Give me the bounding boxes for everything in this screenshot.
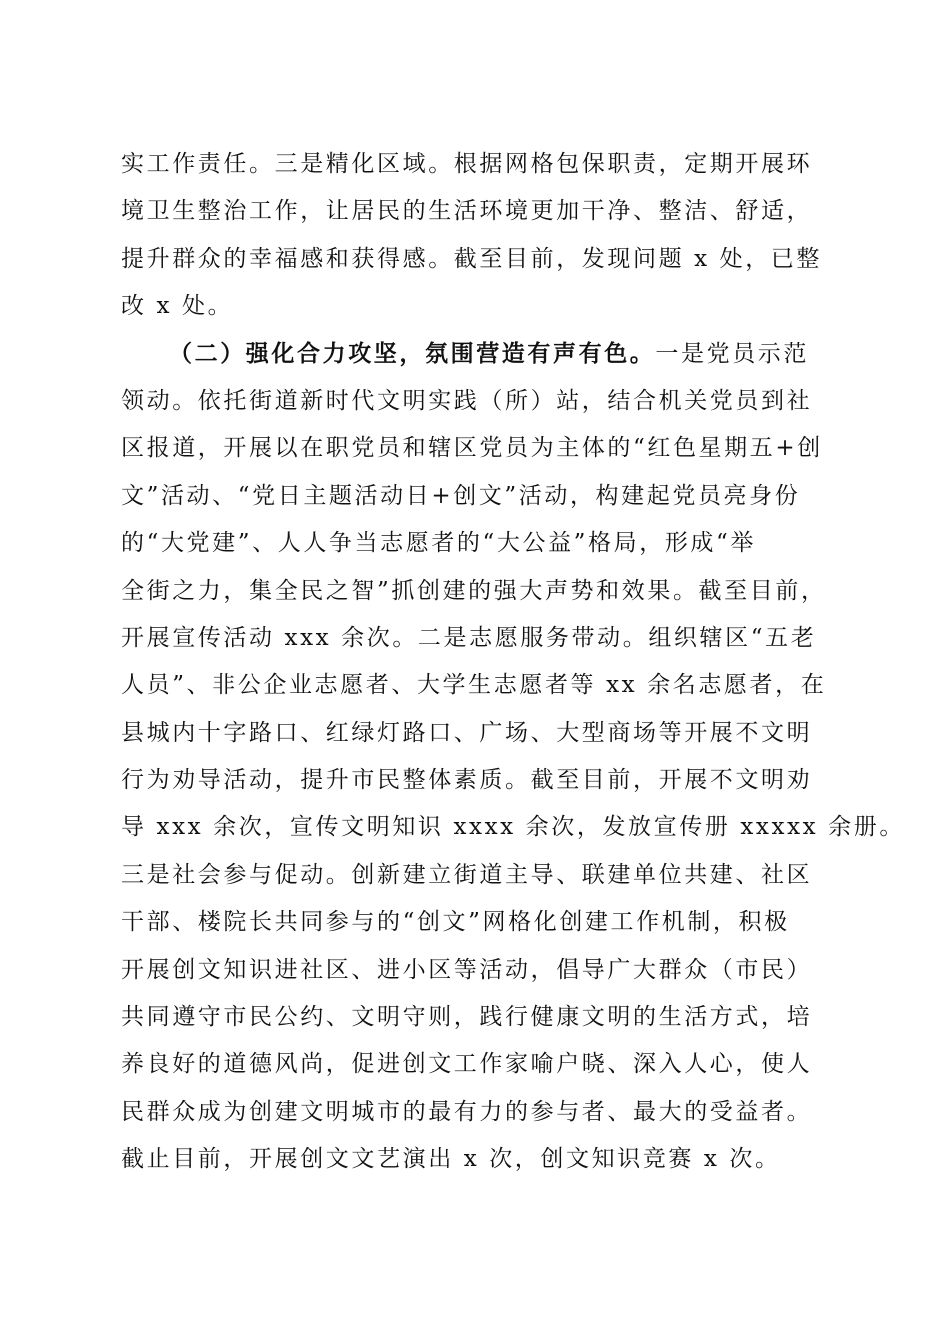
text-line: 区报道，开展以在职党员和辖区党员为主体的“红色星期五+创	[121, 435, 823, 462]
body-text	[121, 141, 905, 1184]
text-line: 截止目前，开展创文文艺演出 x 次，创文知识竞赛 x 次。	[121, 1146, 781, 1173]
text-line: 全街之力，集全民之智”抓创建的强大声势和效果。截至目前，	[121, 577, 827, 604]
paragraph-first-line	[121, 331, 861, 378]
text-line: 领动。依托街道新时代文明实践（所）站，结合机关党员到社	[121, 387, 813, 414]
text-line: 开展宣传活动 xxx 余次。二是志愿服务带动。组织辖区“五老	[121, 624, 817, 651]
text-line: 实工作责任。三是精化区域。根据网格包保职责，定期开展环	[121, 151, 813, 177]
text-line: 三是社会参与促动。创新建立街道主导、联建单位共建、社区	[121, 861, 813, 888]
text-line: 境卫生整治工作，让居民的生活环境更加干净、整洁、舒适，	[121, 198, 813, 225]
text-line: 县城内十字路口、红绿灯路口、广场、大型商场等开展不文明	[121, 719, 813, 746]
text-line: 人员”、非公企业志愿者、大学生志愿者等 xx 余名志愿者，在	[121, 672, 827, 699]
text-line: 导 xxx 余次，宣传文明知识 xxxx 余次，发放宣传册 xxxxx 余册。	[121, 814, 905, 841]
text-line: 开展创文知识进社区、进小区等活动，倡导广大群众（市民）	[121, 956, 813, 983]
text-line: 干部、楼院长共同参与的“创文”网格化创建工作机制，积极	[121, 909, 790, 936]
section-heading: （二）强化合力攻坚，氛围营造有声有色。	[169, 340, 656, 367]
text-line: 的“大党建”、人人争当志愿者的“大公益”格局，形成“举	[121, 530, 756, 557]
first-line-text: 一是党员示范	[655, 340, 810, 367]
text-line: 改 x 处。	[121, 293, 234, 320]
text-line: 行为劝导活动，提升市民整体素质。截至目前，开展不文明劝	[121, 767, 813, 794]
text-line: 养良好的道德风尚，促进创文工作家喻户晓、深入人心，使人	[121, 1051, 813, 1078]
text-line: 文”活动、“党日主题活动日+创文”活动，构建起党员亮身份	[121, 482, 801, 509]
paragraph-1	[121, 141, 861, 331]
paragraph-2	[121, 331, 905, 1184]
text-line: 民群众成为创建文明城市的最有力的参与者、最大的受益者。	[121, 1098, 813, 1125]
text-line: 提升群众的幸福感和获得感。截至目前，发现问题 x 处，已整	[121, 245, 822, 272]
text-line: 共同遵守市民公约、文明守则，践行健康文明的生活方式，培	[121, 1004, 813, 1031]
